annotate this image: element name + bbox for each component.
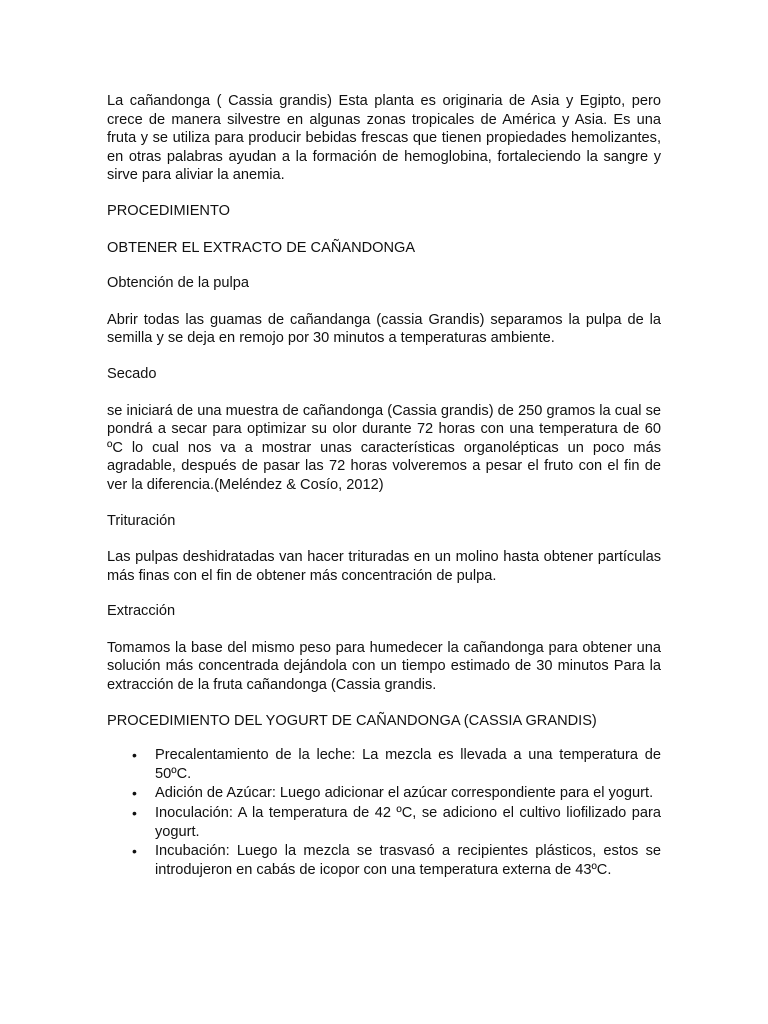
bullet-icon: • bbox=[132, 805, 137, 822]
list-item-text: Incubación: Luego la mezcla se trasvasó a recipientes plásticos, estos se introdujeron en cabás de icopor con una temperatura externa de 43ºC. bbox=[155, 843, 661, 878]
section-title-secado: Secado bbox=[107, 365, 157, 382]
heading-yogurt: PROCEDIMIENTO DEL YOGURT DE CAÑANDONGA (CASSIA GRANDIS) bbox=[107, 712, 597, 729]
list-item-text: Precalentamiento de la leche: La mezcla es llevada a una temperatura de 50ºC. bbox=[155, 747, 661, 782]
section-body-trituracion: Las pulpas deshidratadas van hacer trituradas en un molino hasta obtener partículas más finas con el fin de obtener más concentración de pulpa. bbox=[107, 549, 661, 584]
yogurt-steps-list bbox=[107, 746, 661, 879]
section-body-extraccion: Tomamos la base del mismo peso para humedecer la cañandonga para obtener una solución más concentrada dejándola con un tiempo estimado de 30 minutos Para la extracción de la fruta cañandonga (Cassia grandis. bbox=[107, 639, 661, 694]
list-item bbox=[107, 746, 661, 783]
bullet-icon: • bbox=[132, 843, 137, 860]
list-item bbox=[107, 804, 661, 841]
intro-paragraph: La cañandonga ( Cassia grandis) Esta planta es originaria de Asia y Egipto, pero crece de manera silvestre en algunas zonas tropicales de América y Asia. Es una fruta y se utiliza para producir bebidas frescas que tienen propiedades hemolizantes, en otras palabras ayudan a la formación de hemoglobina, fortaleciendo la sangre y sirve para aliviar la anemia. bbox=[107, 93, 661, 184]
list-item bbox=[107, 784, 661, 803]
document-page bbox=[107, 92, 661, 880]
list-item bbox=[107, 842, 661, 879]
heading-extracto: OBTENER EL EXTRACTO DE CAÑANDONGA bbox=[107, 239, 416, 256]
bullet-icon: • bbox=[132, 785, 137, 802]
section-body-pulpa: Abrir todas las guamas de cañandanga (cassia Grandis) separamos la pulpa de la semilla y se deja en remojo por 30 minutos a temperaturas ambiente. bbox=[107, 311, 661, 347]
bullet-icon: • bbox=[132, 747, 137, 764]
heading-procedimiento: PROCEDIMIENTO bbox=[107, 202, 230, 219]
section-title-extraccion: Extracción bbox=[107, 603, 176, 620]
section-title-trituracion: Trituración bbox=[107, 512, 176, 529]
section-title-pulpa: Obtención de la pulpa bbox=[107, 275, 249, 292]
section-body-secado: se iniciará de una muestra de cañandonga (Cassia grandis) de 250 gramos la cual se pondrá a secar para optimizar su olor durante 72 horas con una temperatura de 60 ºC lo cual nos va a mostrar unas características organolépticas un poco más agradable, después de pasar las 72 horas volveremos a pesar el fruto con el fin de ver la diferencia.(Meléndez & Cosío, 2012) bbox=[107, 402, 661, 493]
list-item-text: Inoculación: A la temperatura de 42 ºC, se adiciono el cultivo liofilizado para yogurt. bbox=[155, 805, 661, 840]
list-item-text: Adición de Azúcar: Luego adicionar el azúcar correspondiente para el yogurt. bbox=[155, 785, 654, 802]
